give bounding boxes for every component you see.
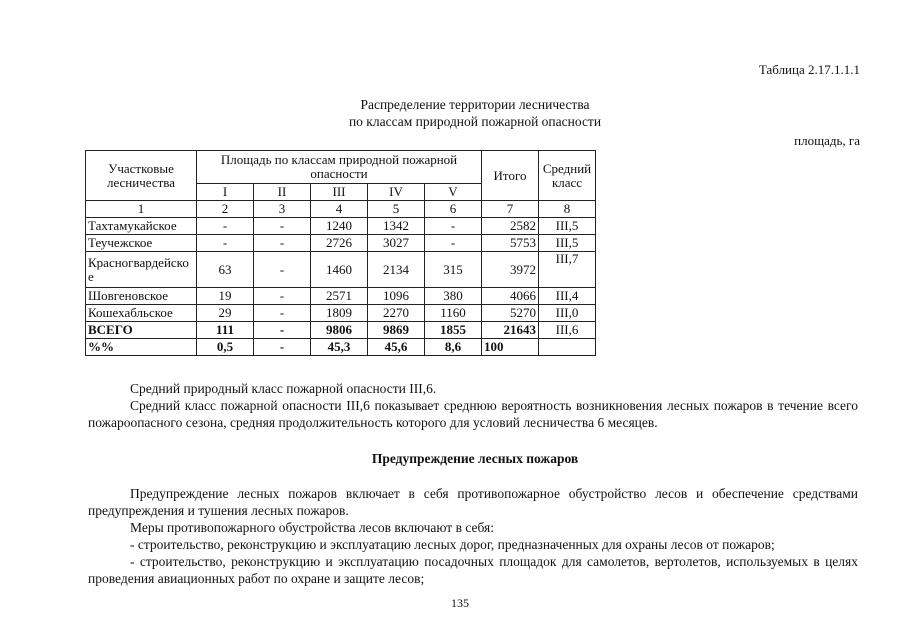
table-cell: - <box>254 235 311 252</box>
forestry-name: Кошехабльское <box>86 305 197 322</box>
table-cell: - <box>197 235 254 252</box>
column-number-row <box>86 201 596 218</box>
table-row <box>86 218 596 235</box>
table-cell: III,4 <box>539 288 596 305</box>
forestry-name: Красногвардейское <box>86 252 197 288</box>
list-item-roads: - строительство, реконструкцию и эксплуатацию лесных дорог, предназначенных для охраны лесов от пожаров; <box>130 537 775 552</box>
forestry-name: Теучежское <box>86 235 197 252</box>
class-header: I <box>197 184 254 201</box>
table-cell: - <box>254 288 311 305</box>
percent-cell: 45,6 <box>368 339 425 356</box>
table-cell: III,0 <box>539 305 596 322</box>
percent-cell: 100 <box>482 339 539 356</box>
table-cell: 19 <box>197 288 254 305</box>
table-cell: 1240 <box>311 218 368 235</box>
table-cell: 1160 <box>425 305 482 322</box>
forestry-name: Тахтамукайское <box>86 218 197 235</box>
header-average-class: Средний класс <box>539 151 596 201</box>
table-cell: 4066 <box>482 288 539 305</box>
table-cell: 2571 <box>311 288 368 305</box>
table-cell: 2270 <box>368 305 425 322</box>
class-header: IV <box>368 184 425 201</box>
column-number: 6 <box>425 201 482 218</box>
table-cell: 29 <box>197 305 254 322</box>
column-number: 7 <box>482 201 539 218</box>
table-cell: 380 <box>425 288 482 305</box>
total-cell: 9806 <box>311 322 368 339</box>
class-header: III <box>311 184 368 201</box>
section-heading: Предупреждение лесных пожаров <box>371 451 579 466</box>
table-cell: 2726 <box>311 235 368 252</box>
table-cell: III,7 <box>539 252 596 288</box>
table-cell: - <box>197 218 254 235</box>
table-title-line-2: по классам природной пожарной опасности <box>348 114 602 129</box>
total-cell: 21643 <box>482 322 539 339</box>
table-cell: 3972 <box>482 252 539 288</box>
total-cell: III,6 <box>539 322 596 339</box>
paragraph-average-class: Средний природный класс пожарной опасности III,6. <box>130 381 437 396</box>
table-cell: - <box>425 235 482 252</box>
paragraph-average-class-explanation: Средний класс пожарной опасности III,6 показывает среднюю вероятность возникновения лесных пожаров в течение всего пожароопасного сезона, средняя продолжительность которого для условий лесничества 6 месяцев. <box>88 398 858 430</box>
table-cell: 2134 <box>368 252 425 288</box>
table-cell: 5270 <box>482 305 539 322</box>
column-number: 1 <box>86 201 197 218</box>
table-row <box>86 235 596 252</box>
table-row <box>86 252 596 288</box>
table-cell: - <box>254 305 311 322</box>
column-number: 2 <box>197 201 254 218</box>
table-cell: 63 <box>197 252 254 288</box>
table-cell: 1342 <box>368 218 425 235</box>
percent-row <box>86 339 596 356</box>
table-row <box>86 288 596 305</box>
table-cell: 315 <box>425 252 482 288</box>
page-number: 135 <box>451 596 469 610</box>
class-header: II <box>254 184 311 201</box>
total-row <box>86 322 596 339</box>
table-cell: 1809 <box>311 305 368 322</box>
total-label: ВСЕГО <box>86 322 197 339</box>
percent-cell <box>539 339 596 356</box>
percent-cell: 45,3 <box>311 339 368 356</box>
table-cell: 2582 <box>482 218 539 235</box>
table-cell: 1096 <box>368 288 425 305</box>
header-area: Площадь по классам природной пожарной опасности <box>197 151 482 184</box>
table-cell: 3027 <box>368 235 425 252</box>
fire-danger-table <box>85 150 596 356</box>
header-total: Итого <box>482 151 539 201</box>
table-title <box>250 96 700 130</box>
column-number: 5 <box>368 201 425 218</box>
total-cell: 1855 <box>425 322 482 339</box>
table-cell: - <box>425 218 482 235</box>
paragraph-measures-intro: Меры противопожарного обустройства лесов включают в себя: <box>130 520 494 535</box>
table-cell: - <box>254 218 311 235</box>
header-row <box>86 151 596 184</box>
column-number: 4 <box>311 201 368 218</box>
unit-label: площадь, га <box>794 133 860 148</box>
table-cell: 5753 <box>482 235 539 252</box>
table-cell: 1460 <box>311 252 368 288</box>
table-reference: Таблица 2.17.1.1.1 <box>758 62 860 77</box>
percent-cell: - <box>254 339 311 356</box>
column-number: 8 <box>539 201 596 218</box>
percent-label: %% <box>86 339 197 356</box>
class-header: V <box>425 184 482 201</box>
total-cell: 111 <box>197 322 254 339</box>
total-cell: - <box>254 322 311 339</box>
table-cell: III,5 <box>539 235 596 252</box>
column-number: 3 <box>254 201 311 218</box>
paragraph-prevention: Предупреждение лесных пожаров включает в себя противопожарное обустройство лесов и обеспечение средствами предупреждения и тушения лесных пожаров. <box>88 486 858 518</box>
percent-cell: 0,5 <box>197 339 254 356</box>
forestry-name: Шовгеновское <box>86 288 197 305</box>
table-row <box>86 305 596 322</box>
table-cell: III,5 <box>539 218 596 235</box>
percent-cell: 8,6 <box>425 339 482 356</box>
list-item-landing-sites: - строительство, реконструкцию и эксплуатацию посадочных площадок для самолетов, вертолетов, используемых в целях проведения авиационных работ по охране и защите лесов; <box>88 554 858 586</box>
table-cell: - <box>254 252 311 288</box>
table-title-line-1: Распределение территории лесничества <box>360 97 590 112</box>
header-forestry: Участковые лесничества <box>86 151 197 201</box>
total-cell: 9869 <box>368 322 425 339</box>
